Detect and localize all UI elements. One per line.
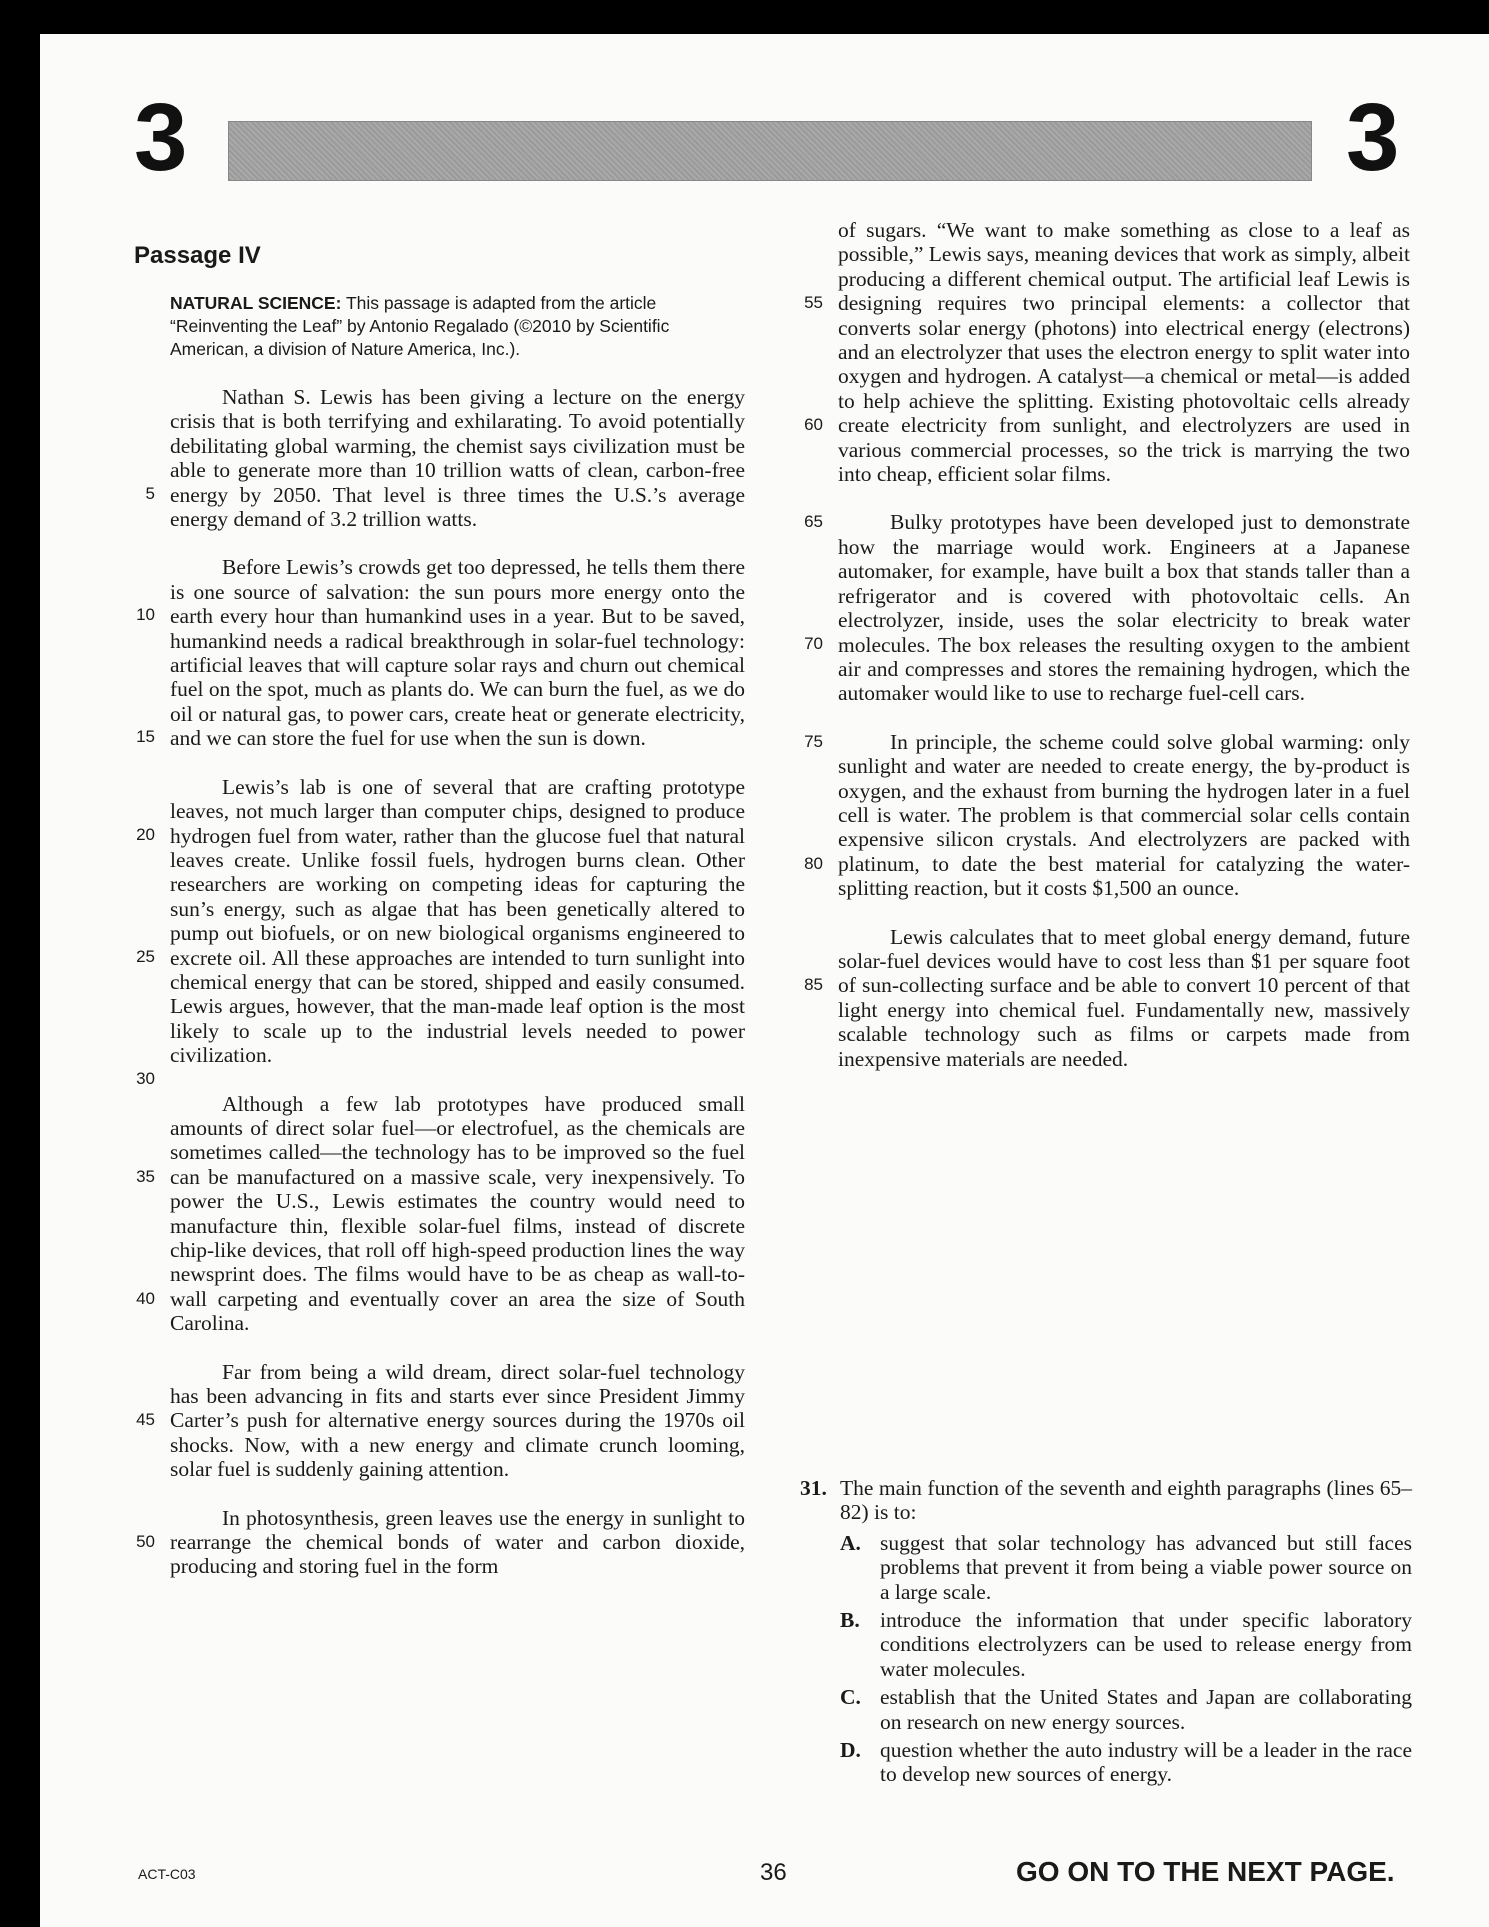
section-number-right: 3 (1346, 84, 1400, 191)
section-number-left: 3 (134, 84, 188, 191)
question-text: The main function of the seventh and eighth paragraphs (lines 65–82) is to: (840, 1476, 1412, 1525)
line-number: 65 (804, 512, 823, 532)
intro-text: This passage is adapted from the article “Reinventing the Leaf” by Antonio Regalado (©2010 by Scientific American, a division of Nature America, Inc.). (170, 293, 670, 359)
question-number: 31. (800, 1476, 827, 1500)
passage-title: Passage IV (134, 242, 261, 269)
line-number: 5 (145, 484, 155, 503)
line-number: 10 (136, 605, 155, 625)
line-number: 85 (804, 974, 823, 994)
paragraph-6: 50 In photosynthesis, green leaves use the energy in sunlight to rearrange the chemical bonds of water and carbon dioxide, producing and storing fuel in the form (170, 1506, 745, 1579)
answer-option-b[interactable] (840, 1608, 1412, 1681)
line-number: 30 (136, 1068, 155, 1088)
line-number: 80 (804, 853, 823, 873)
line-number: 15 (136, 727, 155, 747)
line-number: 35 (136, 1166, 155, 1186)
line-number: 45 (136, 1409, 155, 1429)
option-text: question whether the auto industry will be a leader in the race to develop new sources of energy. (880, 1738, 1412, 1787)
line-number: 75 (804, 731, 823, 751)
line-number: 60 (804, 415, 823, 434)
answer-option-c[interactable] (840, 1685, 1412, 1734)
intro-label: NATURAL SCIENCE: (170, 293, 342, 313)
question-stem (800, 1476, 1412, 1525)
option-letter: A. (840, 1530, 861, 1555)
paragraph-2: 10 15 Before Lewis’s crowds get too depressed, he tells them there is one source of salvation: the sun pours more energy onto the earth every hour than humankind uses in a year. But to be saved, humankind needs a radical breakthrough in solar-fuel technology: artificial leaves that will capture solar rays and churn out chemical fuel on the spot, much as plants do. We can burn the fuel, as we do oil or natural gas, to power cars, create heat or generate electricity, and we can store the fuel for use when the sun is down. (170, 555, 745, 750)
go-on-notice: GO ON TO THE NEXT PAGE. (1016, 1856, 1395, 1887)
option-text: suggest that solar technology has advanced but still faces problems that prevent it from being a viable power source on a large scale. (880, 1530, 1412, 1604)
passage-intro (170, 292, 740, 361)
option-text: introduce the information that under specific laboratory conditions electrolyzers can be used to release energy from water molecules. (880, 1608, 1412, 1681)
passage-column-right (804, 218, 1410, 1095)
paragraph-9: 85 Lewis calculates that to meet global energy demand, future solar-fuel devices would have to cost less than $1 per square foot of sun-collecting surface and be able to convert 10 percent of that light energy into chemical fuel. Fundamentally new, massively scalable technology such as films or carpets made from inexpensive materials are needed. (838, 925, 1410, 1071)
paragraph-3: 20 25 30 Lewis’s lab is one of several that are crafting prototype leaves, not much larger than computer chips, designed to produce hydrogen fuel from water, rather than the glucose fuel that natural leaves create. Unlike fossil fuels, hydrogen burns clean. Other researchers are working on competing ideas for capturing the sun’s energy, such as algae that has been genetically altered to pump out biofuels, or on new biological organisms engineered to excrete oil. All these approaches are intended to turn sunlight into chemical energy that can be stored, shipped and easily consumed. Lewis argues, however, that the man-made leaf option is the most likely to scale up to the industrial levels needed to power civilization. (170, 775, 745, 1068)
page-number: 36 (760, 1859, 787, 1886)
paragraph-6-continued: 55 60 of sugars. “We want to make something as close to a leaf as possible,” Lewis says, meaning devices that work as simply, albeit producing a different chemical output. The artificial leaf Lewis is designing requires two principal elements: a collector that converts solar energy (photons) into electrical energy (electrons) and an electrolyzer that uses the electron energy to split water into oxygen and hydrogen. A catalyst—a chemical or metal—is added to help achieve the splitting. Existing photovoltaic cells already create electricity from sunlight, and electrolyzers are used in various commercial processes, so the trick is marrying the two into cheap, efficient solar films. (838, 218, 1410, 486)
passage-column-left (136, 385, 745, 1603)
line-number: 25 (136, 946, 155, 966)
line-number: 20 (136, 824, 155, 844)
form-code: ACT-C03 (138, 1866, 196, 1882)
paragraph-4: 35 40 Although a few lab prototypes have produced small amounts of direct solar fuel—or electrofuel, as the chemicals are sometimes called—the technology has to be improved so the fuel can be manufactured on a massive scale, very inexpensively. To power the U.S., Lewis estimates the country would need to manufacture thin, flexible solar-fuel films, instead of discrete chip-like devices, that roll off high-speed production lines the way newsprint does. The films would have to be as cheap as wall-to-wall carpeting and eventually cover an area the size of South Carolina. (170, 1092, 745, 1336)
option-letter: B. (840, 1608, 860, 1633)
section-header-bar (228, 121, 1312, 181)
option-text: establish that the United States and Japan are collaborating on research on new energy sources. (880, 1685, 1412, 1734)
answer-option-d[interactable] (840, 1738, 1412, 1787)
option-letter: D. (840, 1738, 861, 1763)
line-number: 50 (136, 1531, 155, 1551)
option-letter: C. (840, 1685, 861, 1710)
paragraph-1: 5 Nathan S. Lewis has been giving a lecture on the energy crisis that is both terrifying and exhilarating. To avoid potentially debilitating global warming, the chemist says civilization must be able to generate more than 10 trillion watts of clean, carbon-free energy by 2050. That level is three times the U.S.’s average energy demand of 3.2 trillion watts. (170, 385, 745, 531)
answer-option-a[interactable] (840, 1531, 1412, 1604)
test-page (40, 34, 1489, 1927)
question-31 (800, 1476, 1412, 1791)
line-number: 70 (804, 634, 823, 654)
paragraph-5: 45 Far from being a wild dream, direct solar-fuel technology has been advancing in fits and starts ever since President Jimmy Carter’s push for alternative energy sources during the 1970s oil shocks. Now, with a new energy and climate crunch looming, solar fuel is suddenly gaining attention. (170, 1360, 745, 1482)
line-number: 55 (804, 293, 823, 312)
paragraph-7: 65 70 Bulky prototypes have been developed just to demonstrate how the marriage would work. Engineers at a Japanese automaker, for example, have built a box that stands taller than a refrigerator and is covered with photovoltaic cells. An electrolyzer, inside, uses the solar electricity to break water molecules. The box releases the resulting oxygen to the ambient air and compresses and stores the remaining hydrogen, which the automaker would like to use to recharge fuel-cell cars. (838, 510, 1410, 705)
line-number: 40 (136, 1288, 155, 1308)
paragraph-8: 75 80 In principle, the scheme could solve global warming: only sunlight and water are needed to create energy, the by-product is oxygen, and the exhaust from burning the hydrogen later in a fuel cell is water. The problem is that commercial solar cells contain expensive silicon crystals. And electrolyzers are packed with platinum, to date the best material for catalyzing the water-splitting reaction, but it costs $1,500 an ounce. (838, 730, 1410, 901)
